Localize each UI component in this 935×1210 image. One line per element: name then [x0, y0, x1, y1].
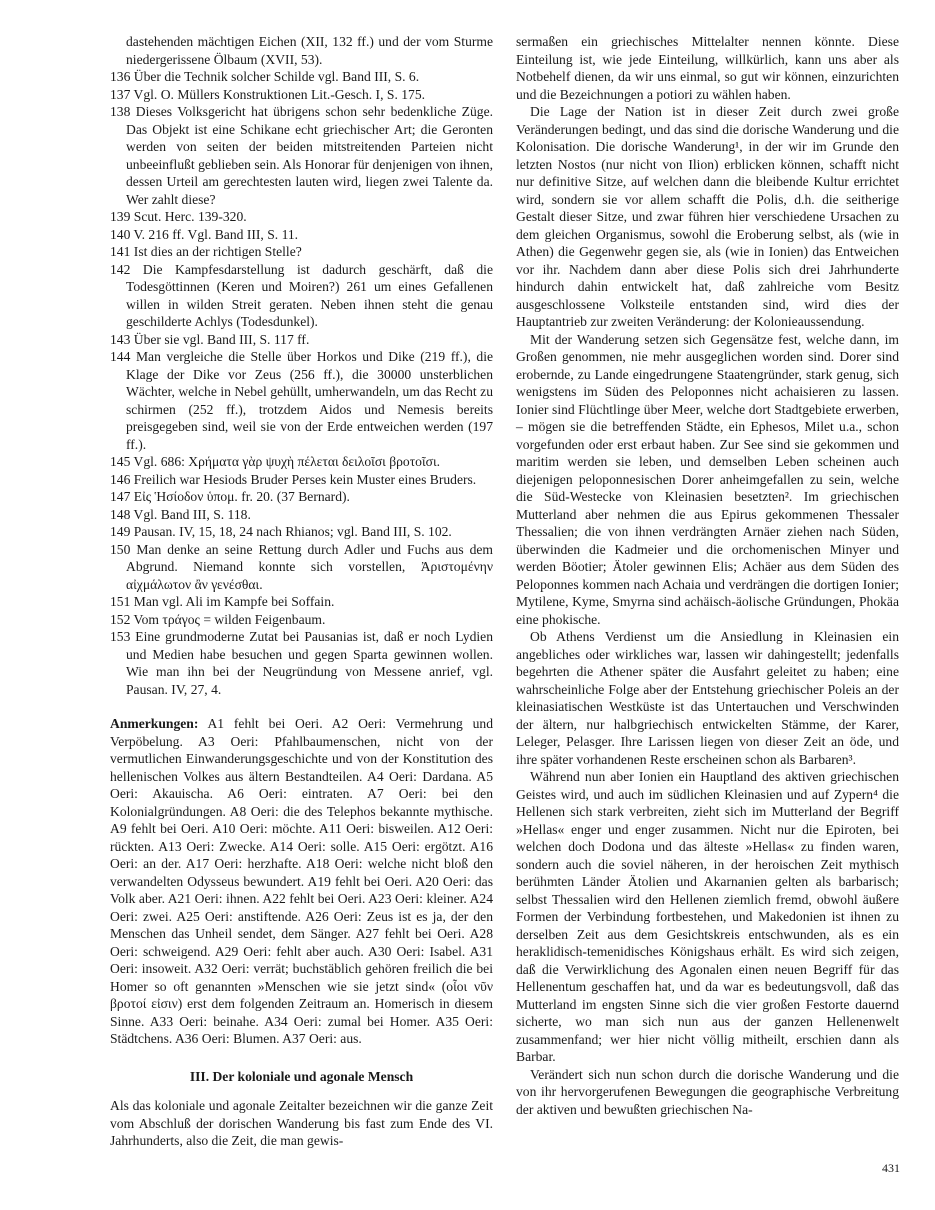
left-column [110, 33, 493, 1150]
footnote-140: 140 V. 216 ff. Vgl. Band III, S. 11. [110, 226, 299, 242]
footnote-152: 152 Vom τράγος = wilden Feigenbaum. [110, 611, 326, 627]
body-paragraph-1: sermaßen ein griechisches Mittelalter nennen könnte. Diese Einteilung ist, wie jede Einteilung, willkürlich, kann uns aber als Notbehelf dienen, da wir uns einmal, so gut wir können, einzurichten und die Bezeichnungen a potiori zu wählen haben. [516, 34, 899, 102]
footnote-147: 147 Εἰς Ἡσίοδον ὑπομ. fr. 20. (37 Bernard). [110, 489, 350, 504]
anmerkungen-block [110, 715, 493, 1048]
anmerkungen-text: A1 fehlt bei Oeri. A2 Oeri: Vermehrung und Verpöbelung. A3 Oeri: Pfahlbaumenschen, nicht von der vermutlichen Einwanderungsgeschichte und von der Konstitution des hellenischen Volkes aus ältern Bestandteilen. A4 Oeri: Dardana. A5 Oeri: Akauischa. A6 Oeri: eintraten. A7 Oeri: bei den Kolonialgründungen. A8 Oeri: die des Telephos bekannte mythische. A9 fehlt bei Oeri. A10 Oeri: möchte. A11 Oeri: bisweilen. A12 Oeri: rückten. A13 Oeri: Zwecke. A14 Oeri: solle. A15 Oeri: ergötzt. A16 Oeri: an der. A17 Oeri: herzhafte. A18 Oeri: welche nicht bloß den verwandelten Odysseus bewundert. A19 fehlt bei Oeri. A20 Oeri: das Volk aber. A21 Oeri: ihnen. A22 fehlt bei Oeri. A23 Oeri: kleiner. A24 Oeri: zwei. A25 Oeri: anstiftende. A26 Oeri: Zeus ist es ja, der den Menschen das Unheil sendet, dem Sänger. A27 fehlt bei Oeri. A28 Oeri: schweigend. A29 Oeri: fehlt aber auch. A30 Oeri: Isabel. A31 Oeri: insoweit. A32 Oeri: verrät; buchstäblich gehören freilich die bei Homer so oft genannten »Menschen wie sie jetzt sind« (οἷοι νῦν βροτοί εἰσιν) erst dem folgenden Zeitraum an. Homerisch in diesem Sinne. A33 Oeri: beinahe. A34 Oeri: zumal bei Homer. A35 Oeri: Städtchens. A36 Oeri: Blumen. A37 Oeri: aus. [110, 716, 493, 1046]
footnote-139: 139 Scut. Herc. 139-320. [110, 209, 247, 224]
body-paragraph-5: Während nun aber Ionien ein Hauptland des aktiven griechischen Geistes wird, und auch im südlichen Kleinasien und auf Zypern⁴ die Hellenen sich stark verbreiten, zieht sich im Mutterland der Begriff »Hellas« enger und enger zusammen. Nicht nur die Epiroten, bei welchen doch Dodona und das älteste »Hellas« zu finden waren, sondern auch die soviel näheren, in der heroischen Zeit mythisch berühmten Länder Ätolien und Akarnanien gelten als barbarisch; selbst Thessalien wird den Hellenen ziemlich fremd, obwohl äußere Formen der Verbindung fortbestehen, und Makedonien ist ihnen zu derselben Zeit aus dem Gesichtskreis entschwunden, als es ein heraklidisch-temenidisches Königshaus erhält. Es wird sich zeigen, daß die Verwirklichung des Agonalen einen neuen Begriff für das Hellenentum geschaffen hat, und da war es bedeutungsvoll, daß das Mutterland im engsten Sinne sich die vier großen Festorte dauernd sicherte, wo man sich nun aus der ganzen Hellenenwelt zusammenfand; wer hier nicht völlig mitheilt, erschien dann als Barbar. [516, 769, 899, 1064]
footnote-143: 143 Über sie vgl. Band III, S. 117 ff. [110, 331, 310, 347]
body-paragraph-4: Ob Athens Verdienst um die Ansiedlung in Kleinasien ein angebliches oder wirkliches war, lassen wir dahingestellt; jedenfalls begehrten die Athener später die Ausfahrt geleitet zu haben; eine wahrscheinliche Folge aber der Entstehung griechischer Poleis an der kleinasiatischen Westküste ist das Untertauchen und Verschwinden der ältern, nur halbgriechisch entwickelten Stämme, der Karer, Leleger, Pelasger. Ihre Larissen liegen von dieser Zeit an öde, und ihre später vorhandenen Reste erscheinen schon als Barbaren³. [516, 629, 899, 767]
right-column [516, 33, 899, 1118]
body-paragraph-3: Mit der Wanderung setzen sich Gegensätze fest, welche dann, im Großen genommen, nie mehr ausgeglichen worden sind. Dorer sind erobernde, zu Lande eingedrungene Staatengründer, stark genug, sich wenigstens im Süden des Peloponnes nicht achaisieren zu lassen. Ionier sind Flüchtlinge über Meer, welche dort Stadtgebiete erwerben, – mögen sie die betreffenden Städte, ein Ephesos, Milet u.a., schon vorgefunden oder erst erbaut haben. Zur See sind sie gekommen und maritim werden sie leben, und demselben Leben scheinen auch diejenigen peloponnesischen Dorer anheimgefallen zu sein, welche die Süd-Westecke von Kleinasien besetzten². Im griechischen Mutterland aber nehmen die aus Epirus gekommenen Thessaler Thessalien; die von ihnen verdrängten Arnäer ziehen nach Süden, überwinden die Kadmeier und die orchomenischen Minyer und werden Böotier; Ätoler gewinnen Elis; Achäer aus dem Süden des Peloponnes kommen nach Achaia und verdrängen die dortigen Ionier; Mytilene, Kyme, Smyrna sind achäisch-äolische Gründungen, Phokäa eine phokische. [516, 331, 899, 627]
section-intro-paragraph: Als das koloniale und agonale Zeitalter bezeichnen wir die ganze Zeit vom Abschluß der dorischen Wanderung bis fast zum Ende des VI. Jahrhunderts, also die Zeit, die man gewis- [110, 1098, 493, 1148]
footnote-149: 149 Pausan. IV, 15, 18, 24 nach Rhianos; vgl. Band III, S. 102. [110, 524, 452, 539]
footnote-continuation: dastehenden mächtigen Eichen (XII, 132 ff.) und der vom Sturme niedergerissene Ölbaum (XVII, 53). [126, 34, 493, 67]
footnote-142: 142 Die Kampfesdarstellung ist dadurch geschärft, daß die Todesgöttinnen (Keren und Moiren?) 261 um eines Gefallenen willen in wilden Streit geraten. Neben ihnen steht die genau geschilderte Achlys (Todesdunkel). [110, 261, 493, 329]
footnote-136: 136 Über die Technik solcher Schilde vgl. Band III, S. 6. [110, 69, 420, 84]
footnote-138: 138 Dieses Volksgericht hat übrigens schon sehr bedenkliche Züge. Das Objekt ist eine Schikane echt griechischer Art; die Geronten werden von seiten der beiden mitstreitenden Parteien nicht unbeeinflußt geblieben sein. Als Honorar für denjenigen von ihnen, dessen Urteil am gerechtesten lauten wird, liegen zwei Talente da. Wer zahlt diese? [110, 104, 493, 207]
body-paragraph-6: Verändert sich nun schon durch die dorische Wanderung und die von ihr hervorgerufenen Bewegungen die geographische Verbreitung der aktiven und bewußten griechischen Na- [516, 1066, 899, 1117]
footnote-146: 146 Freilich war Hesiods Bruder Perses kein Muster eines Bruders. [110, 471, 477, 487]
footnote-137: 137 Vgl. O. Müllers Konstruktionen Lit.-Gesch. I, S. 175. [110, 86, 426, 102]
footnote-141: 141 Ist dies an der richtigen Stelle? [110, 244, 302, 259]
section-heading: III. Der koloniale und agonale Mensch [189, 1068, 414, 1084]
page-number: 431 [882, 1161, 900, 1175]
anmerkungen-label: Anmerkungen: [110, 716, 199, 731]
footnote-144: 144 Man vergleiche die Stelle über Horkos und Dike (219 ff.), die Klage der Dike vor Zeus (256 ff.), die 30000 unsterblichen Wächter, welche in Nebel gehüllt, umherwandeln, um das Recht zu schirmen (252 ff.), trotzdem Aidos und Nemesis bereits preisgegeben sind, weil sie von der Erde entweichen werden (197 ff.). [110, 349, 493, 452]
body-paragraph-2: Die Lage der Nation ist in dieser Zeit durch zwei große Veränderungen bedingt, und das sind die dorische Wanderung und die Kolonisation. Die dorische Wanderung¹, in der wir im Grunde den letzten Nostos (nur nicht von Ilion) erblicken können, schafft nicht nur definitive Sitze, auf welchen dann die bleibende Kultur errichtet wird, sondern sie vor allem schafft die Polis, d.h. die seitherige Gestalt dieser Sitze, und zwar führen hier verschiedene Ursachen zu dem gleichen Organismus, sowohl die Eroberung selbst, als (wie in Athen) die Gegenwehr gegen sie, als (wie in Ionien) das Entweichen vor ihr. Nachdem dann aber diese Polis sich drei Jahrhunderte hindurch dahin entwickelt hat, daß zahlreiche vom Besitz ausgeschlossene Volksteile entstanden sind, wird dies der Hauptantrieb zur zweiten Veränderung: der Kolonieaussendung. [516, 104, 899, 329]
footnote-145: 145 Vgl. 686: Χρήματα γὰρ ψυχὴ πέλεται δειλοῖσι βροτοῖσι. [110, 454, 441, 469]
footnote-153: 153 Eine grundmoderne Zutat bei Pausanias ist, daß er noch Lydien und Medien habe besuchen und gegen Sparta gewinnen wollen. Wie man ihn bei der Neugründung von Messene anrief, vgl. Pausan. IV, 27, 4. [110, 629, 493, 697]
footnote-148: 148 Vgl. Band III, S. 118. [110, 506, 251, 522]
footnote-151: 151 Man vgl. Ali im Kampfe bei Soffain. [110, 594, 335, 609]
footnote-150: 150 Man denke an seine Rettung durch Adler und Fuchs aus dem Abgrund. Niemand konnte sich vorstellen, Ἀριστομένην αἰχμάλωτον ἂν γενέσθαι. [110, 541, 493, 592]
